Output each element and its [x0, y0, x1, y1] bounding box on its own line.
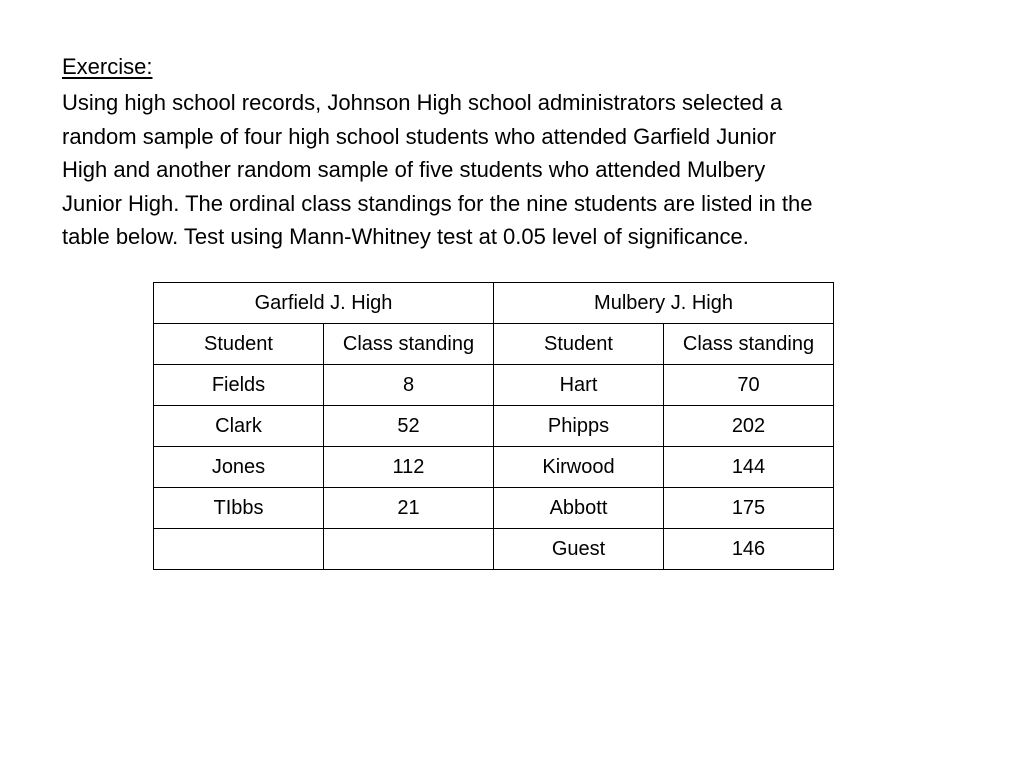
- table-cell: Clark: [154, 406, 324, 447]
- group-header-garfield: Garfield J. High: [154, 283, 494, 324]
- table-row: [154, 406, 834, 447]
- column-header: Class standing: [664, 324, 834, 365]
- exercise-text-line: table below. Test using Mann-Whitney test at 0.05 level of significance.: [62, 224, 749, 249]
- exercise-text: [62, 86, 962, 254]
- table-cell: 21: [324, 488, 494, 529]
- exercise-text-line: Using high school records, Johnson High school administrators selected a: [62, 90, 783, 115]
- table-cell: Hart: [494, 365, 664, 406]
- table-row: [154, 447, 834, 488]
- column-header: Student: [154, 324, 324, 365]
- class-standings-table: [153, 282, 834, 570]
- table-cell: 146: [664, 529, 834, 570]
- table-row: [154, 365, 834, 406]
- table-cell: [154, 529, 324, 570]
- table-cell: Fields: [154, 365, 324, 406]
- table-cell: 70: [664, 365, 834, 406]
- table-cell: Phipps: [494, 406, 664, 447]
- table-cell: 112: [324, 447, 494, 488]
- table-cell: Abbott: [494, 488, 664, 529]
- exercise-text-line: Junior High. The ordinal class standings for the nine students are listed in the: [62, 190, 813, 216]
- table-cell: Kirwood: [494, 447, 664, 488]
- table-cell: 202: [664, 406, 834, 447]
- exercise-text-line: High and another random sample of five students who attended Mulbery: [62, 157, 766, 182]
- table-cell: Guest: [494, 529, 664, 570]
- table-cell: [324, 529, 494, 570]
- exercise-text-line: random sample of four high school students who attended Garfield Junior: [62, 123, 777, 149]
- column-header: Class standing: [324, 324, 494, 365]
- table-cell: 52: [324, 406, 494, 447]
- table-row: [154, 529, 834, 570]
- table-cell: 144: [664, 447, 834, 488]
- table-cell: TIbbs: [154, 488, 324, 529]
- table-cell: Jones: [154, 447, 324, 488]
- column-header-row: [154, 324, 834, 365]
- exercise-heading: Exercise:: [62, 54, 153, 79]
- table-row: [154, 488, 834, 529]
- table-cell: 175: [664, 488, 834, 529]
- group-header-row: [154, 283, 834, 324]
- column-header: Student: [494, 324, 664, 365]
- table-cell: 8: [324, 365, 494, 406]
- group-header-mulbery: Mulbery J. High: [494, 283, 834, 324]
